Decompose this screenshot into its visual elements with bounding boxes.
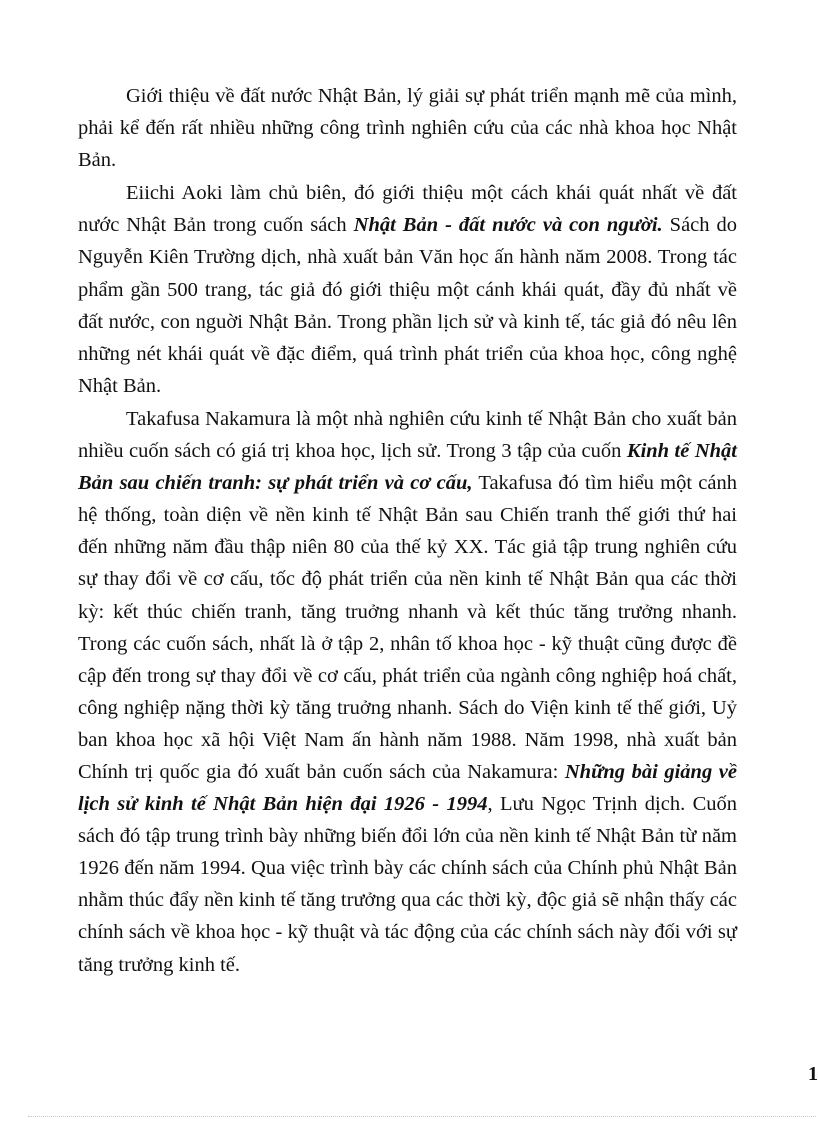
body-text (78, 80, 737, 982)
paragraph-aoki-text-2: Sách do Nguyễn Kiên Trường dịch, nhà xuất bản Văn học ấn hành năm 2008. Trong tác phẩm gần 500 trang, tác giả đó giới thiệu một cánh khái quát, đầy đủ nhất về đất nước, con nguời Nhật Bản. Trong phần lịch sử và kinh tế, tác giả đó nêu lên những nét khái quát về đặc điểm, quá trình phát triển của khoa học, công nghệ Nhật Bản. (78, 214, 738, 397)
paragraph-aoki (78, 177, 737, 402)
paragraph-nakamura (78, 403, 737, 981)
page-number: 1 (808, 1063, 818, 1085)
paragraph-intro-text: Giới thiệu về đất nước Nhật Bản, lý giải sự phát triển mạnh mẽ của mình, phải kể đến rất nhiều những công trình nghiên cứu của các nhà khoa học Nhật Bản. (78, 85, 737, 172)
paragraph-intro (78, 80, 737, 176)
paragraph-nakamura-text-3: , Lưu Ngọc Trịnh dịch. Cuốn sách đó tập trung trình bày những biến đổi lớn của nền kinh tế Nhật Bản từ năm 1926 đến năm 1994. Qua việc trình bày các chính sách của Chính phủ Nhật Bản nhằm thúc đẩy nền kinh tế tăng trưởng qua các thời kỳ, độc giả sẽ nhận thấy các chính sách về khoa học - kỹ thuật và tác động của các chính sách này đối với sự tăng trưởng kinh tế. (78, 793, 737, 976)
book-title-postwar-economy: Kinh tế Nhật Bản sau chiến tranh: sự phát triển và cơ cấu, (78, 440, 737, 495)
book-title-japan-land-people: Nhật Bản - đất nước và con người. (353, 214, 663, 237)
paragraph-aoki-text-1: Eiichi Aoki làm chủ biên, đó giới thiệu một cách khái quát nhất về đất nước Nhật Bản trong cuốn sách (78, 182, 737, 237)
page-bottom-divider (28, 1116, 816, 1117)
paragraph-nakamura-text-2: Takafusa đó tìm hiểu một cánh hệ thống, toàn diện về nền kinh tế Nhật Bản sau Chiến tranh thế giới thứ hai đến những năm đầu thập niên 80 của thế kỷ XX. Tác giả tập trung nghiên cứu sự thay đổi về cơ cấu, tốc độ phát triển của nền kinh tế Nhật Bản qua các thời kỳ: kết thúc chiến tranh, tăng truởng nhanh và kết thúc tăng trưởng nhanh. Trong các cuốn sách, nhất là ở tập 2, nhân tố khoa học - kỹ thuật cũng được đề cập đến trong sự thay đổi về cơ cấu, phát triển của ngành công nghiệp hoá chất, công nghiệp nặng thời kỳ tăng truởng nhanh. Sách do Viện kinh tế thế giới, Uỷ ban khoa học xã hội Việt Nam ấn hành năm 1988. Năm 1998, nhà xuất bản Chính trị quốc gia đó xuất bản cuốn sách của Nakamura: (78, 472, 738, 783)
paragraph-nakamura-text-1: Takafusa Nakamura là một nhà nghiên cứu kinh tế Nhật Bản cho xuất bản nhiều cuốn sách có giá trị khoa học, lịch sử. Trong 3 tập của cuốn (78, 407, 737, 463)
book-title-lectures-economic-history: Những bài giảng về lịch sử kinh tế Nhật Bản hiện đại 1926 - 1994 (78, 760, 737, 816)
